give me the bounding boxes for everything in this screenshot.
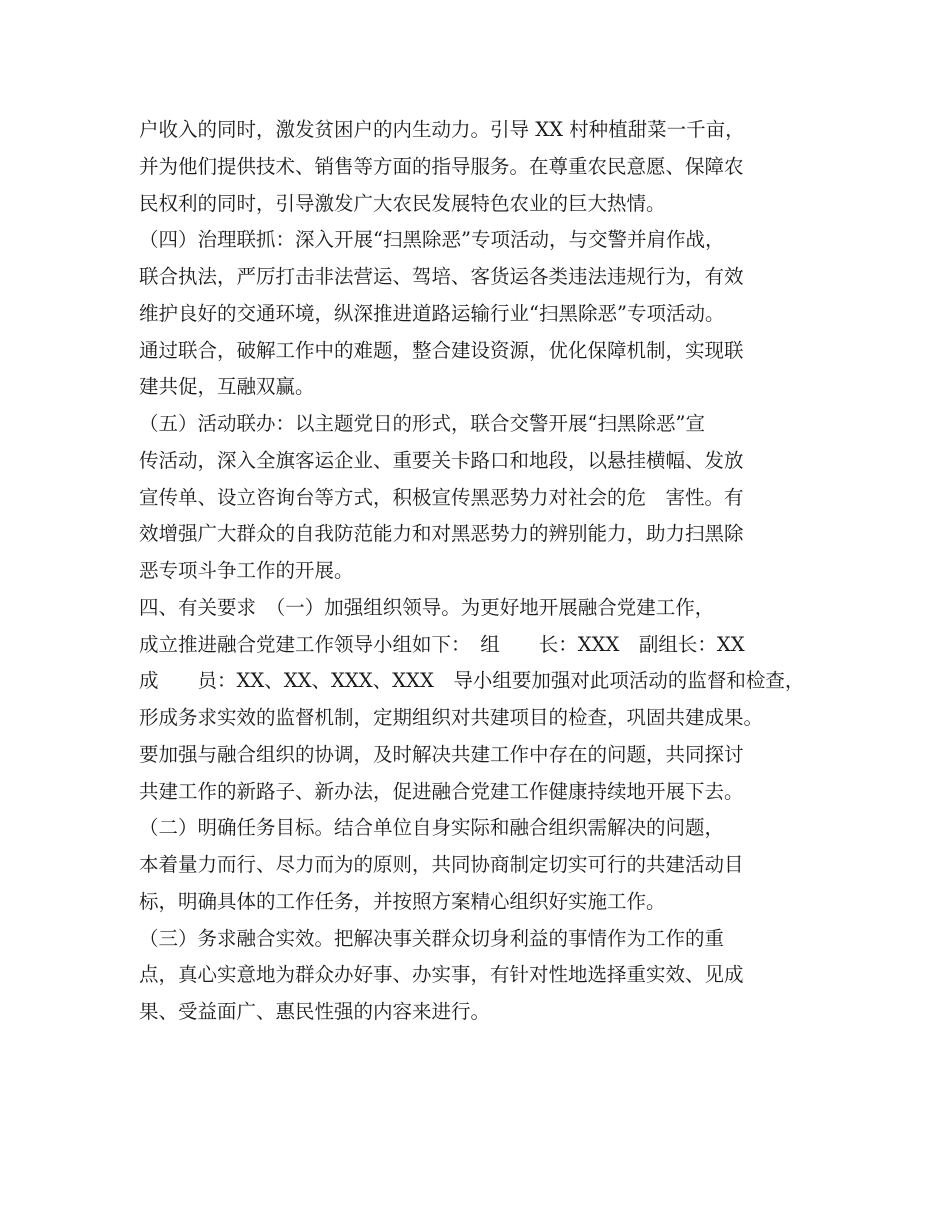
text-line: 并为他们提供技术、销售等方面的指导服务。在尊重农民意愿、保障农 xyxy=(139,154,744,178)
text-line: （四）治理联抓：深入开展“扫黑除恶”专项活动，与交警并肩作战， xyxy=(139,228,725,252)
text-line: 效增强广大群众的自我防范能力和对黑恶势力的辨别能力，助力扫黑除 xyxy=(139,522,744,546)
text-line: 通过联合，破解工作中的难题，整合建设资源，优化保障机制，实现联 xyxy=(139,338,744,362)
text-line: （三）务求融合实效。把解决事关群众切身利益的事情作为工作的重 xyxy=(139,926,725,950)
text-line: 本着量力而行、尽力而为的原则，共同协商制定切实可行的共建活动目 xyxy=(139,853,744,876)
text-line: 传活动，深入全旗客运企业、重要关卡路口和地段，以悬挂横幅、发放 xyxy=(139,448,744,472)
text-line: 形成务求实效的监督机制，定期组织对共建项目的检查，巩固共建成果。 xyxy=(139,706,764,729)
text-line: 标，明确具体的工作任务，并按照方案精心组织好实施工作。 xyxy=(139,889,666,913)
text-line: 恶专项斗争工作的开展。 xyxy=(139,559,354,582)
text-line: （五）活动联办：以主题党日的形式，联合交警开展“扫黑除恶”宣 xyxy=(139,412,705,435)
text-line: 联合执法，严厉打击非法营运、驾培、客货运各类违法违规行为，有效 xyxy=(139,265,744,288)
text-line: 点，真心实意地为群众办好事、办实事，有针对性地选择重实效、见成 xyxy=(139,963,744,987)
text-line: 四、有关要求 （一）加强组织领导。为更好地开展融合党建工作， xyxy=(139,595,715,619)
text-line: 维护良好的交通环境，纵深推进道路运输行业“扫黑除恶”专项活动。 xyxy=(139,301,725,325)
text-line: （二）明确任务目标。结合单位自身实际和融合组织需解决的问题， xyxy=(139,816,725,840)
text-line: 民权利的同时，引导激发广大农民发展特色农业的巨大热情。 xyxy=(139,191,666,215)
body-text xyxy=(139,112,839,1031)
text-line: 要加强与融合组织的协调，及时解决共建工作中存在的问题，共同探讨 xyxy=(139,742,744,766)
text-line: 户收入的同时，激发贫困户的内生动力。引导 XX 村种植甜菜一千亩， xyxy=(139,118,745,141)
text-line: 共建工作的新路子、新办法，促进融合党建工作健康持续地开展下去。 xyxy=(139,779,744,803)
text-line: 宣传单、设立咨询台等方式，积极宣传黑恶势力对社会的危 害性。有 xyxy=(139,485,744,509)
text-line: 建共促，互融双赢。 xyxy=(139,375,315,399)
text-line: 成立推进融合党建工作领导小组如下： 组 长：XXX 副组长：XX xyxy=(139,632,745,656)
text-line: 成 员：XX、XX、XXX、XXX 导小组要加强对此项活动的监督和检查， xyxy=(139,669,805,693)
text-line: 果、受益面广、惠民性强的内容来进行。 xyxy=(139,1000,491,1023)
